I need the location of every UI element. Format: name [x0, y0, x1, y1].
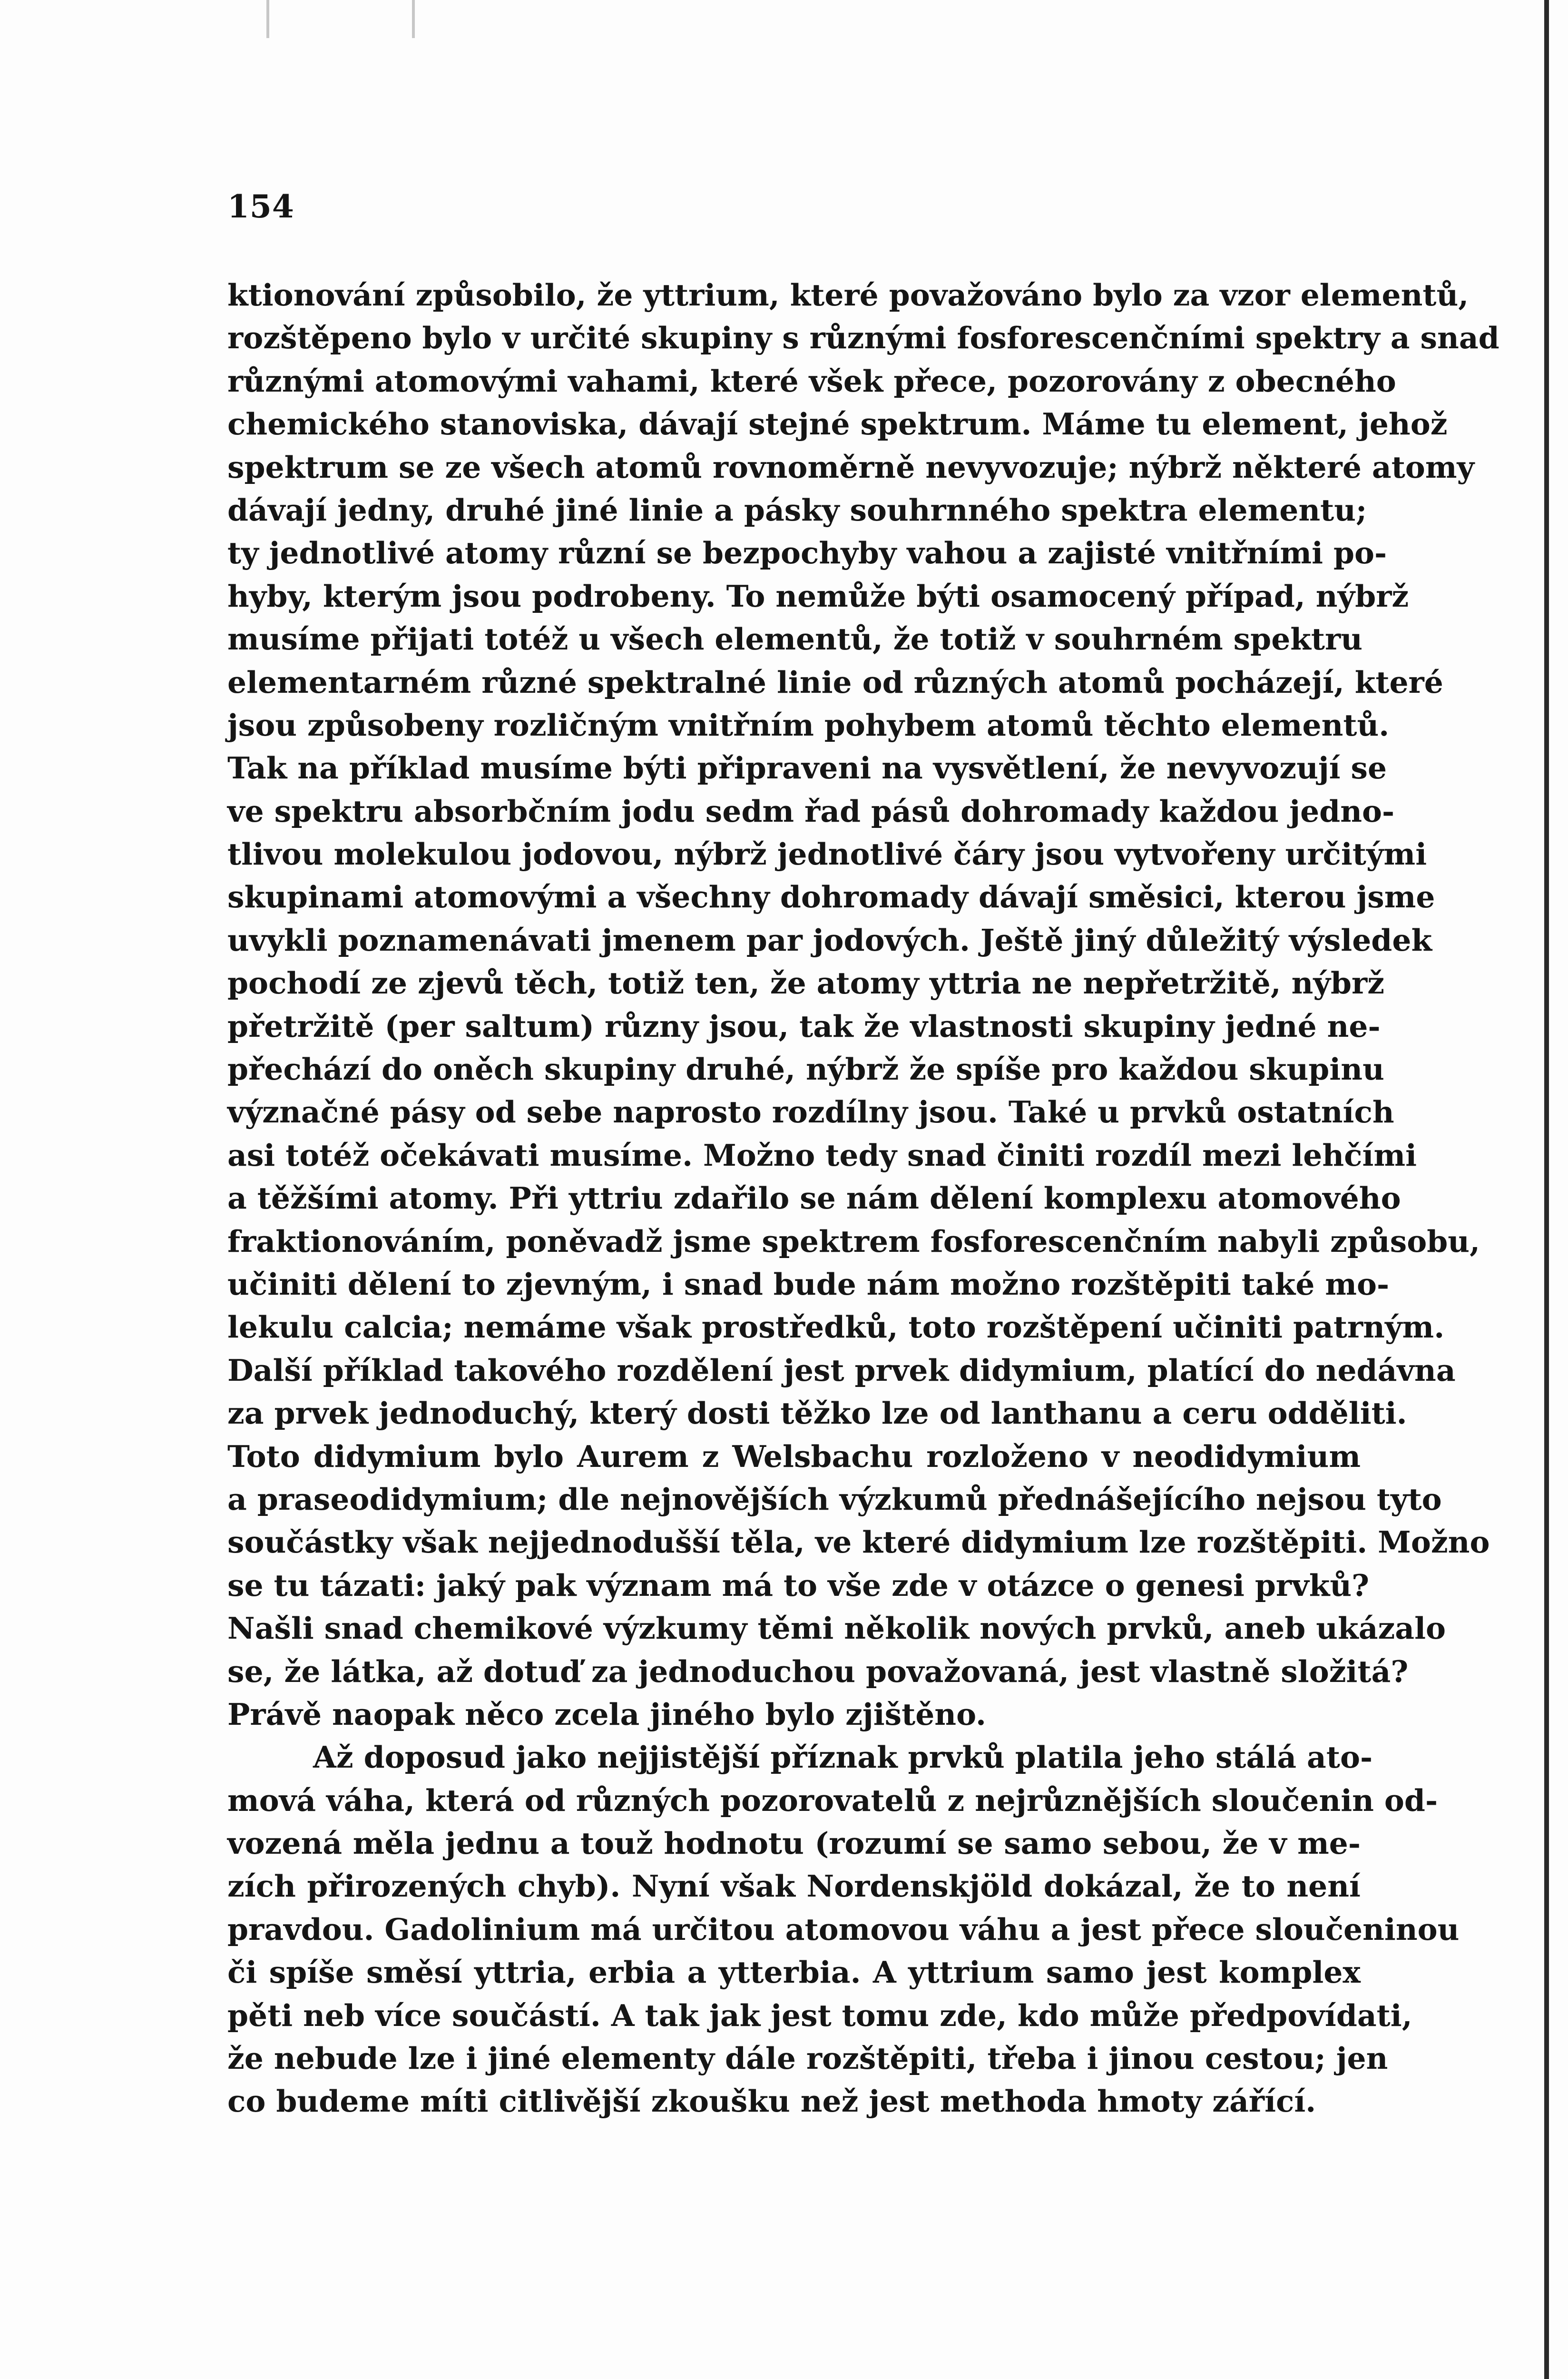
- text-line: musíme přijati totéž u všech elementů, že totiž v souhrném spektru: [227, 621, 1363, 657]
- text-line: hyby, kterým jsou podrobeny. To nemůže býti osamocený případ, nýbrž: [227, 578, 1409, 614]
- text-line: a těžšími atomy. Při yttriu zdařilo se nám dělení komplexu atomového: [227, 1180, 1401, 1216]
- text-line: zích přirozených chyb). Nyní však Nordenskjöld dokázal, že to není: [227, 1868, 1361, 1904]
- text-line: spektrum se ze všech atomů rovnoměrně nevyvozuje; nýbrž některé atomy: [227, 449, 1475, 485]
- text-line: ve spektru absorbčním jodu sedm řad pásů dohromady každou jedno-: [227, 793, 1395, 829]
- text-line: Tak na příklad musíme býti připraveni na vysvětlení, že nevyvozují se: [227, 750, 1387, 786]
- text-line: součástky však nejjednodušší těla, ve které didymium lze rozštěpiti. Možno: [227, 1524, 1490, 1560]
- text-line: pochodí ze zjevů těch, totiž ten, že atomy yttria ne nepřetržitě, nýbrž: [227, 965, 1385, 1001]
- text-line: pravdou. Gadolinium má určitou atomovou váhu a jest přece sloučeninou: [227, 1911, 1460, 1947]
- text-line: a praseodidymium; dle nejnovějších výzkumů přednášejícího nejsou tyto: [227, 1481, 1442, 1517]
- text-line: Až doposud jako nejjistější příznak prvků platila jeho stálá ato-: [313, 1740, 1373, 1775]
- text-line: význačné pásy od sebe naprosto rozdílny jsou. Také u prvků ostatních: [227, 1094, 1394, 1130]
- text-line: ty jednotlivé atomy různí se bezpochyby vahou a zajisté vnitřními po-: [227, 535, 1387, 571]
- text-line: se tu tázati: jaký pak význam má to vše zde v otázce o genesi prvků?: [227, 1567, 1370, 1603]
- text-line: za prvek jednoduchý, který dosti těžko lze od lanthanu a ceru odděliti.: [227, 1396, 1407, 1431]
- scan-edge: [1544, 0, 1549, 2379]
- text-line: přetržitě (per saltum) různy jsou, tak že vlastnosti skupiny jedné ne-: [227, 1008, 1381, 1044]
- text-line: mová váha, která od různých pozorovatelů z nejrůznějších sloučenin od-: [227, 1782, 1438, 1818]
- text-line: ktionování způsobilo, že yttrium, které považováno bylo za vzor elementů,: [227, 277, 1469, 313]
- text-line: fraktionováním, poněvadž jsme spektrem fosforescenčním nabyli způsobu,: [227, 1223, 1480, 1259]
- paragraph-2: [227, 1736, 1460, 2123]
- text-line: či spíše směsí yttria, erbia a ytterbia. A yttrium samo jest komplex: [227, 1955, 1361, 1990]
- text-line: Další příklad takového rozdělení jest prvek didymium, platící do nedávna: [227, 1352, 1456, 1388]
- text-line: pěti neb více součástí. A tak jak jest tomu zde, kdo může předpovídati,: [227, 1997, 1412, 2033]
- text-line: se, že látka, až dotuď za jednoduchou považovaná, jest vlastně složitá?: [227, 1653, 1409, 1689]
- text-line: chemického stanoviska, dávají stejné spektrum. Máme tu element, jehož: [227, 406, 1448, 442]
- text-line: dávají jedny, druhé jiné linie a pásky souhrnného spektra elementu;: [227, 492, 1367, 528]
- text-line: tlivou molekulou jodovou, nýbrž jednotlivé čáry jsou vytvořeny určitými: [227, 836, 1427, 872]
- text-line: učiniti dělení to zjevným, i snad bude nám možno rozštěpiti také mo-: [227, 1266, 1390, 1302]
- scan-artifact: [266, 0, 415, 38]
- page-number: 154: [227, 188, 294, 225]
- text-line: že nebude lze i jiné elementy dále rozštěpiti, třeba i jinou cestou; jen: [227, 2041, 1388, 2076]
- text-line: Právě naopak něco zcela jiného bylo zjištěno.: [227, 1696, 986, 1732]
- paragraph-1: [227, 274, 1499, 1736]
- text-line: asi totéž očekávati musíme. Možno tedy snad činiti rozdíl mezi lehčími: [227, 1137, 1417, 1173]
- text-line: rozštěpeno bylo v určité skupiny s různými fosforescenčními spektry a snad: [227, 320, 1499, 356]
- text-line: uvykli poznamenávati jmenem par jodových. Ještě jiný důležitý výsledek: [227, 922, 1432, 958]
- body-text: [227, 274, 1499, 2123]
- text-line: skupinami atomovými a všechny dohromady dávají směsici, kterou jsme: [227, 879, 1435, 915]
- text-line: různými atomovými vahami, které všek přece, pozorovány z obecného: [227, 363, 1396, 399]
- text-line: Našli snad chemikové výzkumy těmi několik nových prvků, aneb ukázalo: [227, 1611, 1446, 1646]
- text-line: elementarném různé spektralné linie od různých atomů pocházejí, které: [227, 664, 1443, 700]
- text-line: lekulu calcia; nemáme však prostředků, toto rozštěpení učiniti patrným.: [227, 1309, 1445, 1345]
- text-line: co budeme míti citlivější zkoušku než jest methoda hmoty zářící.: [227, 2084, 1316, 2119]
- text-line: přechází do oněch skupiny druhé, nýbrž že spíše pro každou skupinu: [227, 1052, 1384, 1087]
- text-line: jsou způsobeny rozličným vnitřním pohybem atomů těchto elementů.: [227, 707, 1390, 743]
- text-line: vozená měla jednu a touž hodnotu (rozumí se samo sebou, že v me-: [227, 1826, 1361, 1861]
- text-line: Toto didymium bylo Aurem z Welsbachu rozloženo v neodidymium: [227, 1438, 1361, 1474]
